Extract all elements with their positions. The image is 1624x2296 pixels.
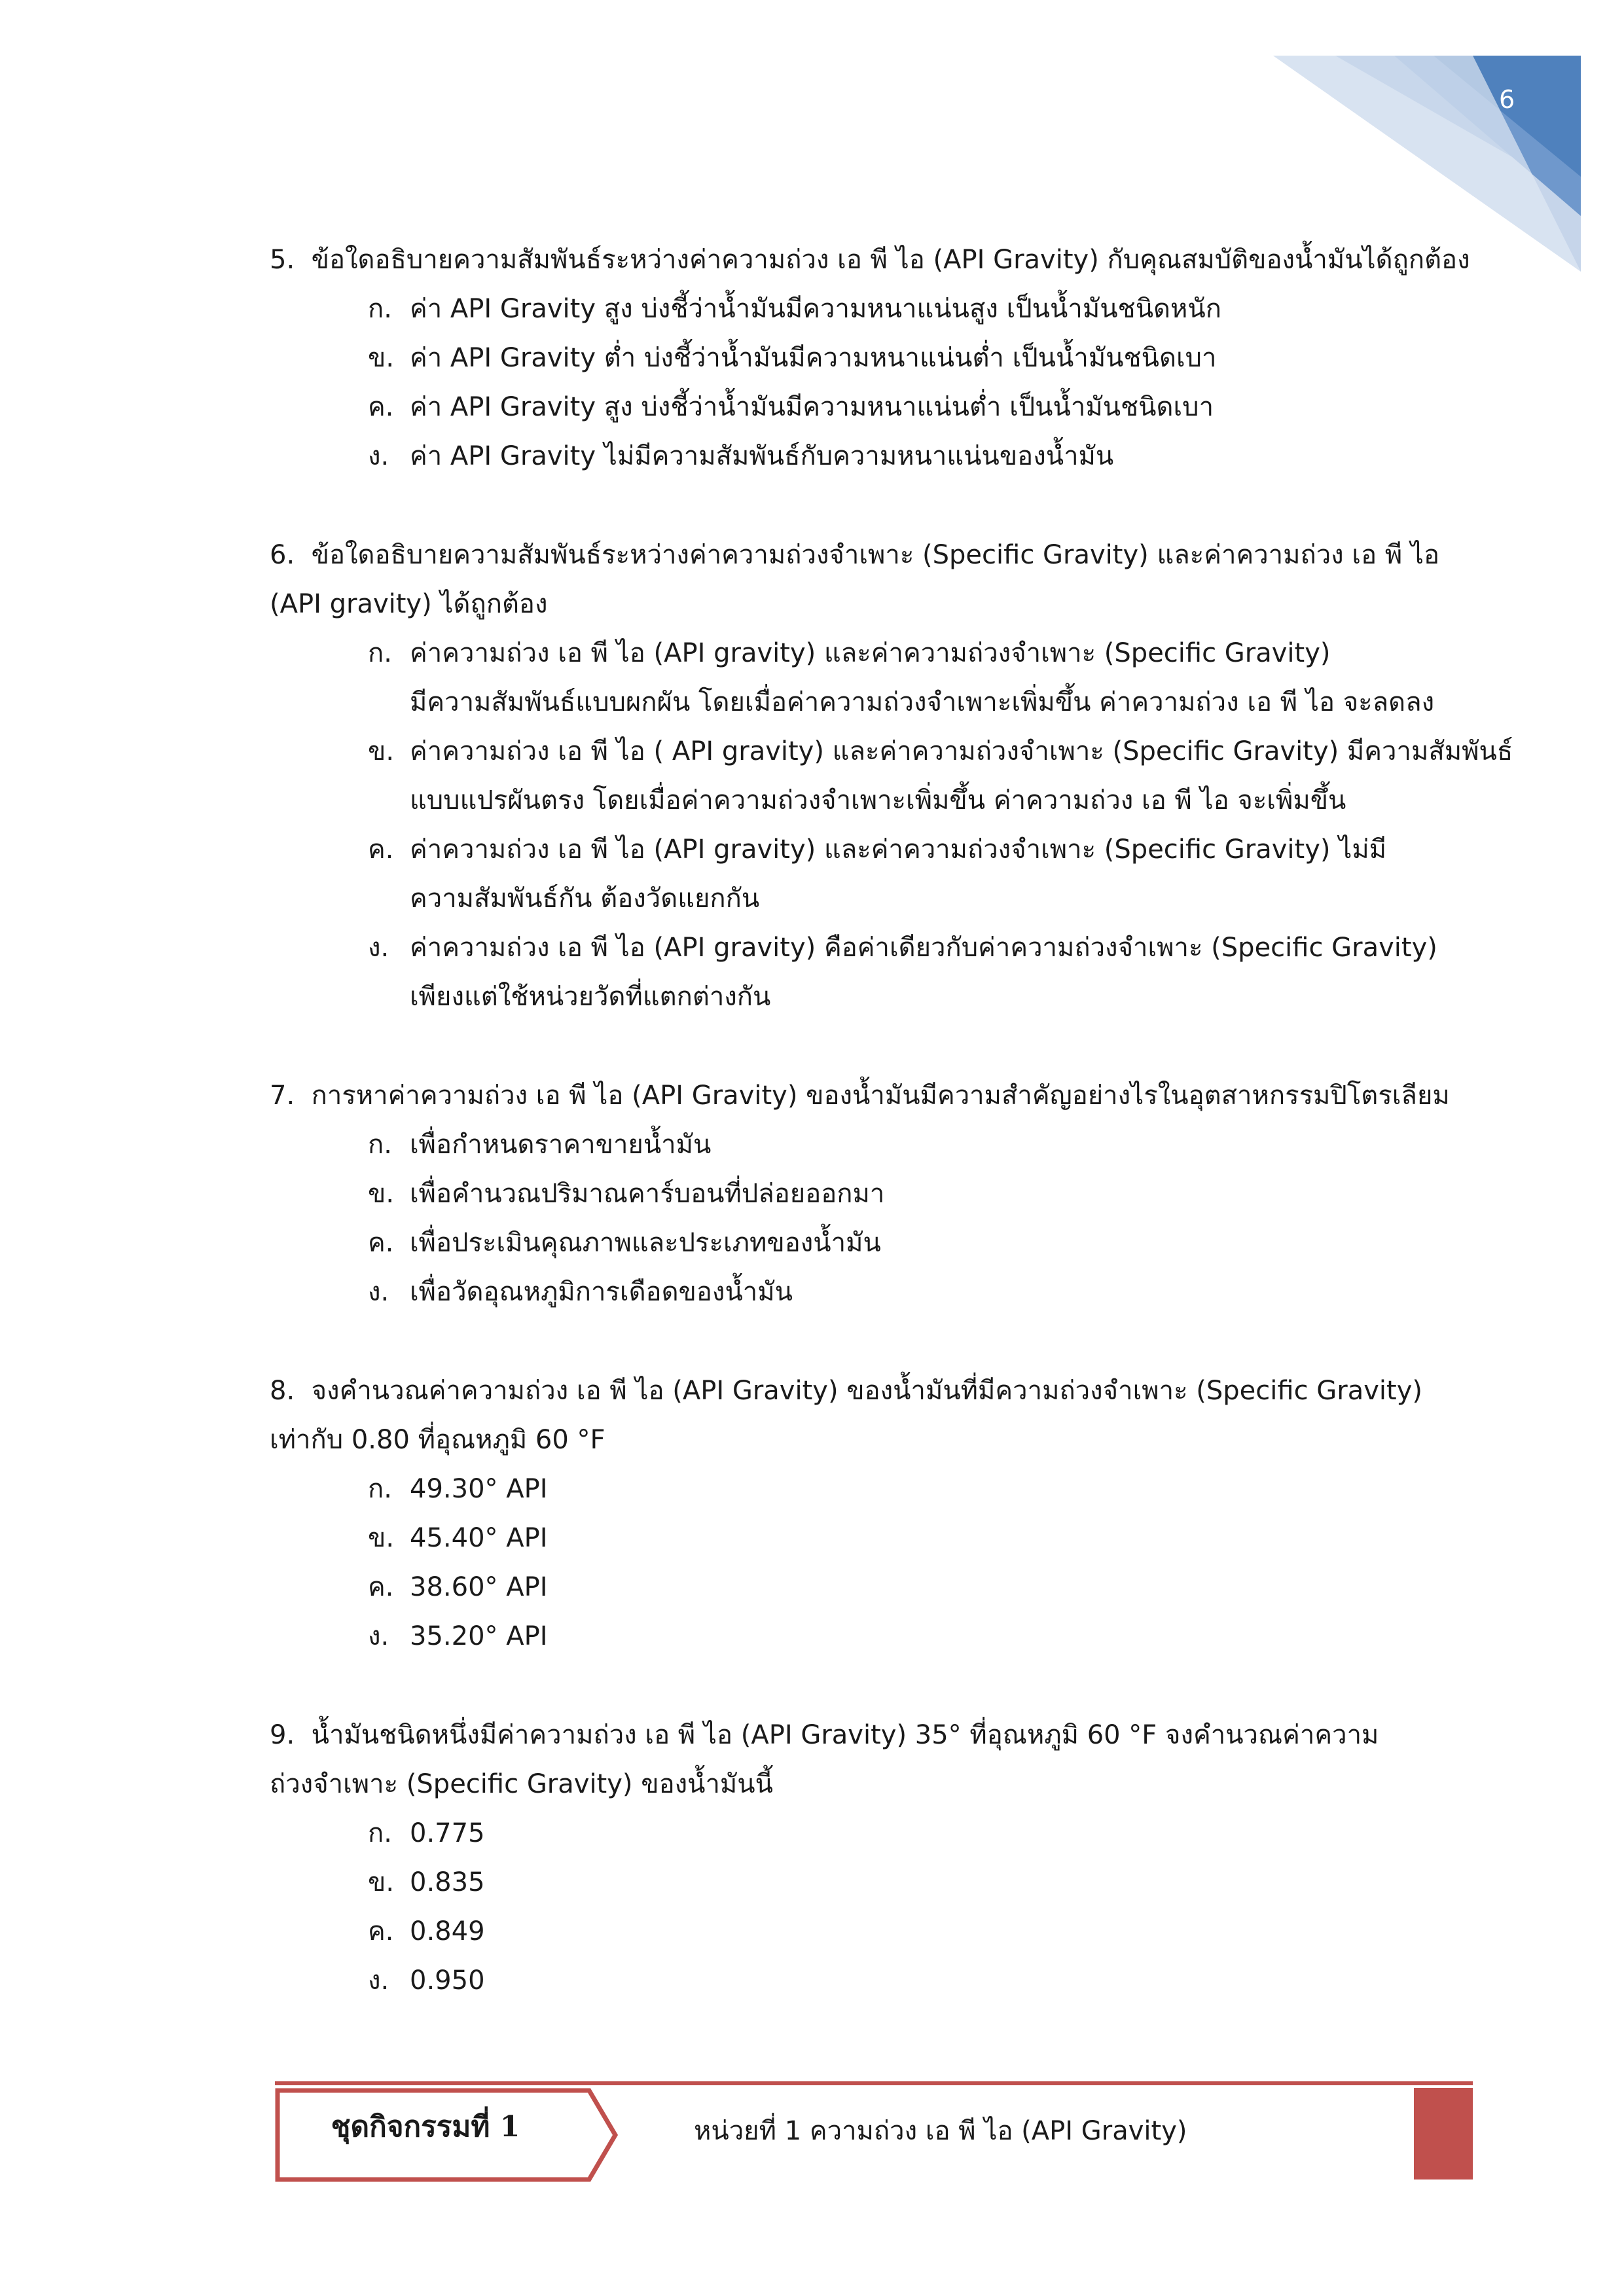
option-b[interactable] [368, 334, 1481, 383]
question-text: น้ำมันชนิดหนึ่งมีค่าความถ่วง เอ พี ไอ (API Gravity) 35° ที่อุณหภูมิ 60 °F จงคำนวณค่าความ [311, 1720, 1379, 1750]
option-text: 35.20° API [410, 1621, 548, 1651]
question-number: 8. [270, 1376, 295, 1406]
option-letter: ง. [368, 933, 389, 963]
option-d[interactable] [368, 1268, 1481, 1317]
option-text: 0.835 [410, 1867, 485, 1897]
options [368, 629, 1513, 1022]
question-5 [270, 236, 1481, 481]
option-c[interactable] [368, 383, 1481, 432]
footer-accent-block [1414, 2088, 1473, 2179]
question-number: 5. [270, 245, 295, 275]
question-stem [270, 236, 1481, 285]
option-d[interactable] [368, 1956, 1481, 2005]
option-letter: ง. [368, 441, 389, 471]
option-letter: ก. [368, 1474, 392, 1504]
question-number: 7. [270, 1081, 295, 1111]
option-letter: ก. [368, 294, 392, 324]
option-text: เพื่อกำหนดราคาขายน้ำมัน [410, 1130, 712, 1160]
option-letter: ค. [368, 1228, 394, 1258]
option-letter: ข. [368, 736, 395, 766]
unit-label: หน่วยที่ 1 ความถ่วง เอ พี ไอ (API Gravity) [694, 2116, 1187, 2146]
option-text-continued: เพียงแต่ใช้หน่วยวัดที่แตกต่างกัน [410, 982, 771, 1012]
question-9 [270, 1711, 1481, 2005]
question-text: ข้อใดอธิบายความสัมพันธ์ระหว่างค่าความถ่วงจำเพาะ (Specific Gravity) และค่าความถ่วง เอ พี ไอ [311, 540, 1440, 570]
option-text: 45.40° API [410, 1523, 548, 1553]
options [368, 1809, 1481, 2005]
options [368, 1121, 1481, 1317]
option-text-continued: มีความสัมพันธ์แบบผกผัน โดยเมื่อค่าความถ่วงจำเพาะเพิ่มขึ้น ค่าความถ่วง เอ พี ไอ จะลดลง [410, 687, 1435, 717]
option-letter: ค. [368, 1916, 394, 1946]
option-c[interactable] [368, 1219, 1481, 1268]
question-7 [270, 1071, 1481, 1317]
option-text: ค่า API Gravity ไม่มีความสัมพันธ์กับความหนาแน่นของน้ำมัน [410, 441, 1114, 471]
option-text: เพื่อประเมินคุณภาพและประเภทของน้ำมัน [410, 1228, 881, 1258]
options [368, 1465, 1481, 1661]
option-c[interactable] [368, 1907, 1481, 1956]
page-footer [275, 2081, 1473, 2186]
option-b[interactable] [368, 1514, 1481, 1563]
option-text: 49.30° API [410, 1474, 548, 1504]
option-text: ค่าความถ่วง เอ พี ไอ (API gravity) และค่าความถ่วงจำเพาะ (Specific Gravity) ไม่มี [410, 834, 1387, 865]
option-letter: ก. [368, 1130, 392, 1160]
option-d[interactable] [368, 1612, 1481, 1661]
question-6 [270, 531, 1513, 1022]
option-letter: ก. [368, 1818, 392, 1848]
option-text: เพื่อวัดอุณหภูมิการเดือดของน้ำมัน [410, 1277, 793, 1307]
option-text-continued: ความสัมพันธ์กัน ต้องวัดแยกกัน [410, 884, 760, 914]
option-text: ค่าความถ่วง เอ พี ไอ (API gravity) คือค่าเดียวกับค่าความถ่วงจำเพาะ (Specific Gravity) [410, 933, 1437, 963]
option-text: 0.950 [410, 1965, 485, 1996]
option-letter: ข. [368, 1867, 395, 1897]
question-text: การหาค่าความถ่วง เอ พี ไอ (API Gravity) ของน้ำมันมีความสำคัญอย่างไรในอุตสาหกรรมปิโตรเลียม [311, 1081, 1450, 1111]
options [368, 285, 1481, 481]
option-letter: ข. [368, 343, 395, 373]
option-letter: ข. [368, 1523, 395, 1553]
option-c[interactable] [368, 825, 1481, 924]
question-text: จงคำนวณค่าความถ่วง เอ พี ไอ (API Gravity) ของน้ำมันที่มีความถ่วงจำเพาะ (Specific Gravity) [311, 1376, 1422, 1406]
activity-label: ชุดกิจกรรมที่ 1 [331, 2110, 520, 2144]
option-text: 0.849 [410, 1916, 485, 1946]
option-a[interactable] [368, 1809, 1481, 1858]
question-list [270, 236, 1513, 2055]
question-8 [270, 1367, 1481, 1661]
option-letter: ค. [368, 1572, 394, 1602]
option-text: เพื่อคำนวณปริมาณคาร์บอนที่ปล่อยออกมา [410, 1179, 885, 1209]
option-a[interactable] [368, 285, 1481, 334]
option-letter: ก. [368, 638, 392, 668]
option-text: 38.60° API [410, 1572, 548, 1602]
option-b[interactable] [368, 1170, 1481, 1219]
question-text: ข้อใดอธิบายความสัมพันธ์ระหว่างค่าความถ่วง เอ พี ไอ (API Gravity) กับคุณสมบัติของน้ำมันได้ถูกต้อง [311, 245, 1470, 275]
page-number: 6 [1499, 85, 1515, 114]
question-stem [270, 1367, 1481, 1416]
option-letter: ค. [368, 834, 394, 865]
option-letter: ง. [368, 1965, 389, 1996]
option-text: ค่า API Gravity สูง บ่งชี้ว่าน้ำมันมีความหนาแน่นสูง เป็นน้ำมันชนิดหนัก [410, 294, 1221, 324]
option-a[interactable] [368, 1465, 1481, 1514]
question-stem [270, 1071, 1481, 1121]
question-stem [270, 531, 1481, 580]
question-text-continued: (API gravity) ได้ถูกต้อง [270, 589, 548, 619]
question-stem [270, 1711, 1481, 1760]
option-letter: ง. [368, 1277, 389, 1307]
option-d[interactable] [368, 432, 1481, 481]
option-a[interactable] [368, 629, 1481, 727]
option-letter: ข. [368, 1179, 395, 1209]
option-c[interactable] [368, 1563, 1481, 1612]
option-text: 0.775 [410, 1818, 485, 1848]
question-text-continued: เท่ากับ 0.80 ที่อุณหภูมิ 60 °F [270, 1425, 605, 1455]
option-b[interactable] [368, 727, 1513, 825]
option-d[interactable] [368, 924, 1481, 1022]
question-number: 6. [270, 540, 295, 570]
option-b[interactable] [368, 1858, 1481, 1907]
question-text-continued: ถ่วงจำเพาะ (Specific Gravity) ของน้ำมันนี้ [270, 1769, 773, 1799]
option-text: ค่าความถ่วง เอ พี ไอ ( API gravity) และค่าความถ่วงจำเพาะ (Specific Gravity) มีความสัมพันธ์ [410, 736, 1513, 766]
question-number: 9. [270, 1720, 295, 1750]
option-text: ค่าความถ่วง เอ พี ไอ (API gravity) และค่าความถ่วงจำเพาะ (Specific Gravity) [410, 638, 1331, 668]
option-text-continued: แบบแปรผันตรง โดยเมื่อค่าความถ่วงจำเพาะเพิ่มขึ้น ค่าความถ่วง เอ พี ไอ จะเพิ่มขึ้น [410, 785, 1346, 816]
option-text: ค่า API Gravity ต่ำ บ่งชี้ว่าน้ำมันมีความหนาแน่นต่ำ เป็นน้ำมันชนิดเบา [410, 343, 1217, 373]
option-letter: ค. [368, 392, 394, 422]
option-a[interactable] [368, 1121, 1481, 1170]
option-text: ค่า API Gravity สูง บ่งชี้ว่าน้ำมันมีความหนาแน่นต่ำ เป็นน้ำมันชนิดเบา [410, 392, 1214, 422]
option-letter: ง. [368, 1621, 389, 1651]
